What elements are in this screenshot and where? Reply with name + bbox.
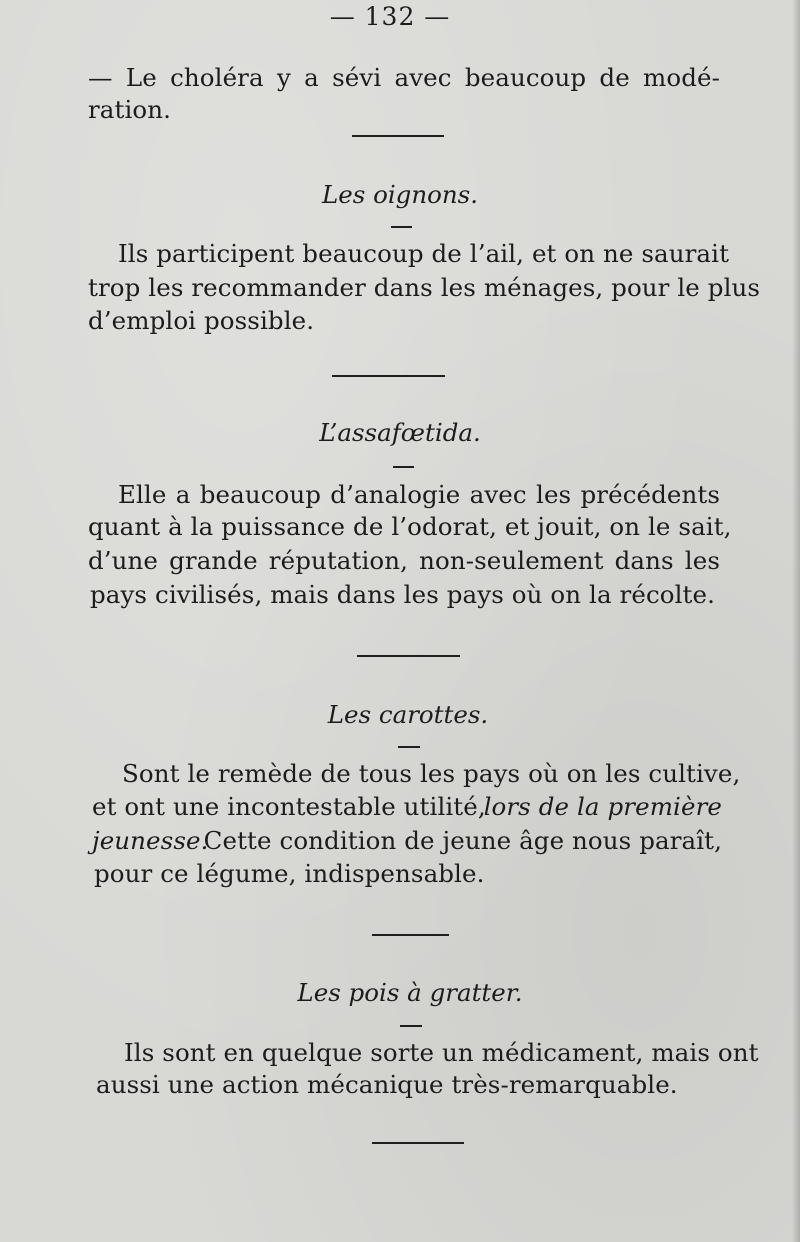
heading-carottes: Les carottes. [327,700,489,729]
pois-line-2: aussi une action mécanique très-remarquable. [96,1070,678,1099]
heading-dash [391,226,412,228]
heading-pois: Les pois à gratter. [297,978,523,1007]
heading-dash [400,1025,422,1027]
section-separator-rule [332,375,445,377]
carottes-line-3-italic: jeunesse. [92,826,209,855]
heading-dash [393,466,414,468]
carottes-line-2 [92,791,722,823]
page-number: — 132 — [329,2,451,31]
assafoetida-line-1: Elle a beaucoup d’analogie avec les précédents [118,480,720,509]
section-separator-rule [372,1142,464,1144]
oignons-line-2: trop les recommander dans les ménages, pour le plus [88,273,761,302]
oignons-line-1: Ils participent beaucoup de l’ail, et on ne saurait [118,239,730,268]
assafoetida-line-2: quant à la puissance de l’odorat, et jouit, on le sait, [88,512,732,541]
heading-assafoetida: L’assafœtida. [319,418,481,447]
page-edge-shadow [792,0,800,1242]
carottes-line-1: Sont le remède de tous les pays où on les cultive, [122,759,741,788]
assafoetida-line-3: d’une grande réputation, non-seulement dans les [88,546,720,575]
intro-line-2: ration. [88,95,172,124]
assafoetida-line-4: pays civilisés, mais dans les pays où on la récolte. [90,580,715,609]
intro-line-1: — Le choléra y a sévi avec beaucoup de modé- [88,63,720,92]
carottes-line-4: pour ce légume, indispensable. [94,859,485,888]
heading-dash [398,746,420,748]
carottes-line-3 [92,825,722,857]
section-separator-rule [357,655,460,657]
heading-oignons: Les oignons. [321,180,479,209]
pois-line-1: Ils sont en quelque sorte un médicament, mais ont [124,1038,759,1067]
section-separator-rule [372,934,449,936]
carottes-line-2-italic: lors de la première [483,792,722,821]
oignons-line-3: d’emploi possible. [88,306,315,335]
carottes-line-2-roman: et ont une incontestable utilité, [92,792,486,821]
carottes-line-3-roman: Cette condition de jeune âge nous paraît, [203,826,722,855]
section-separator-rule [352,135,444,137]
